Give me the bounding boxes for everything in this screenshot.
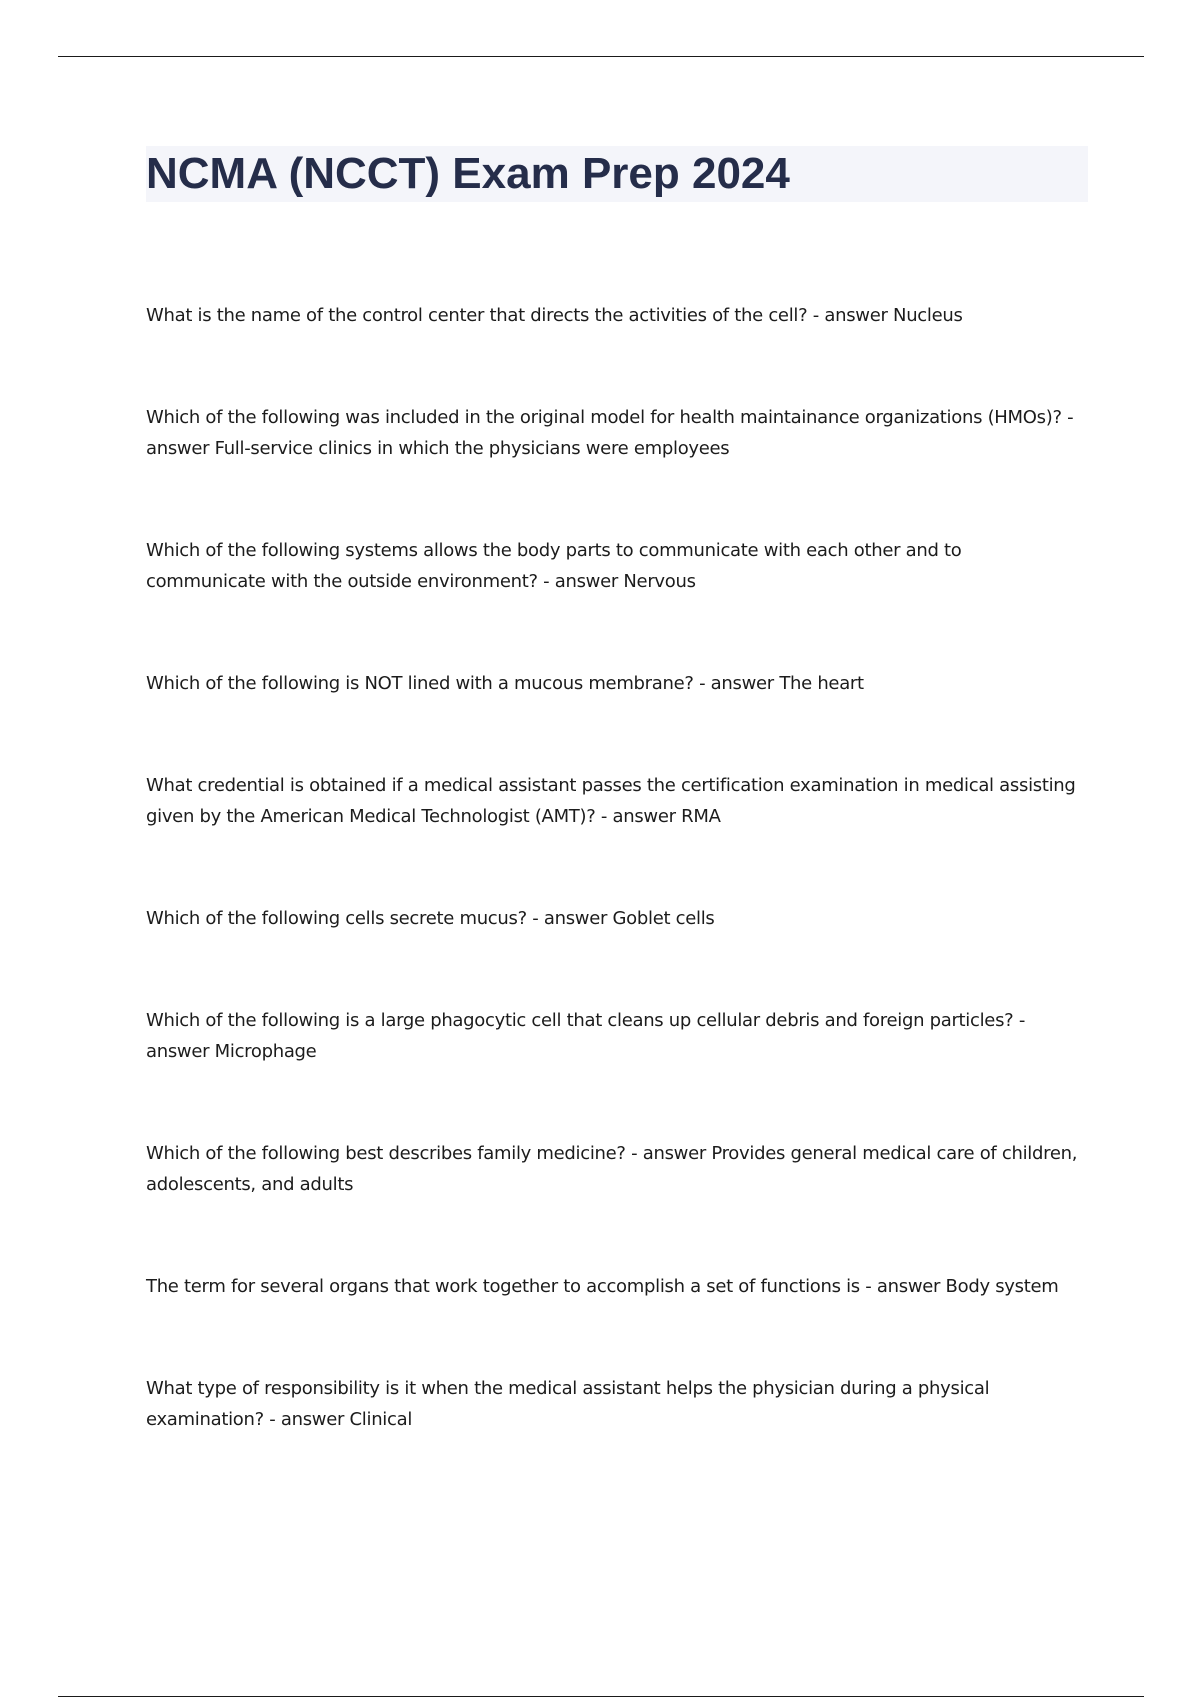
bottom-divider — [58, 1696, 1144, 1697]
qa-item: What credential is obtained if a medical assistant passes the certification examination in medical assisting given by the American Medical Technologist (AMT)? - answer RMA — [146, 775, 1076, 827]
qa-item: Which of the following systems allows the body parts to communicate with each other and to communicate with the outside environment? - answer Nervous — [146, 540, 962, 592]
qa-item: Which of the following is a large phagocytic cell that cleans up cellular debris and foreign particles? - answer Microphage — [146, 1010, 1026, 1062]
qa-item: What is the name of the control center that directs the activities of the cell? - answer Nucleus — [146, 305, 963, 326]
top-divider — [58, 56, 1144, 57]
question-answer-list — [146, 300, 1086, 1435]
qa-item: Which of the following is NOT lined with a mucous membrane? - answer The heart — [146, 673, 864, 694]
qa-item: Which of the following best describes family medicine? - answer Provides general medical care of children, adolescents, and adults — [146, 1143, 1078, 1195]
qa-item: Which of the following cells secrete mucus? - answer Goblet cells — [146, 908, 715, 929]
qa-item: Which of the following was included in the original model for health maintainance organizations (HMOs)? - answer Full-service clinics in which the physicians were employees — [146, 407, 1074, 459]
document-title: NCMA (NCCT) Exam Prep 2024 — [146, 149, 790, 198]
qa-item: What type of responsibility is it when the medical assistant helps the physician during a physical examination? - answer Clinical — [146, 1378, 990, 1430]
qa-item: The term for several organs that work together to accomplish a set of functions is - answer Body system — [146, 1276, 1059, 1297]
